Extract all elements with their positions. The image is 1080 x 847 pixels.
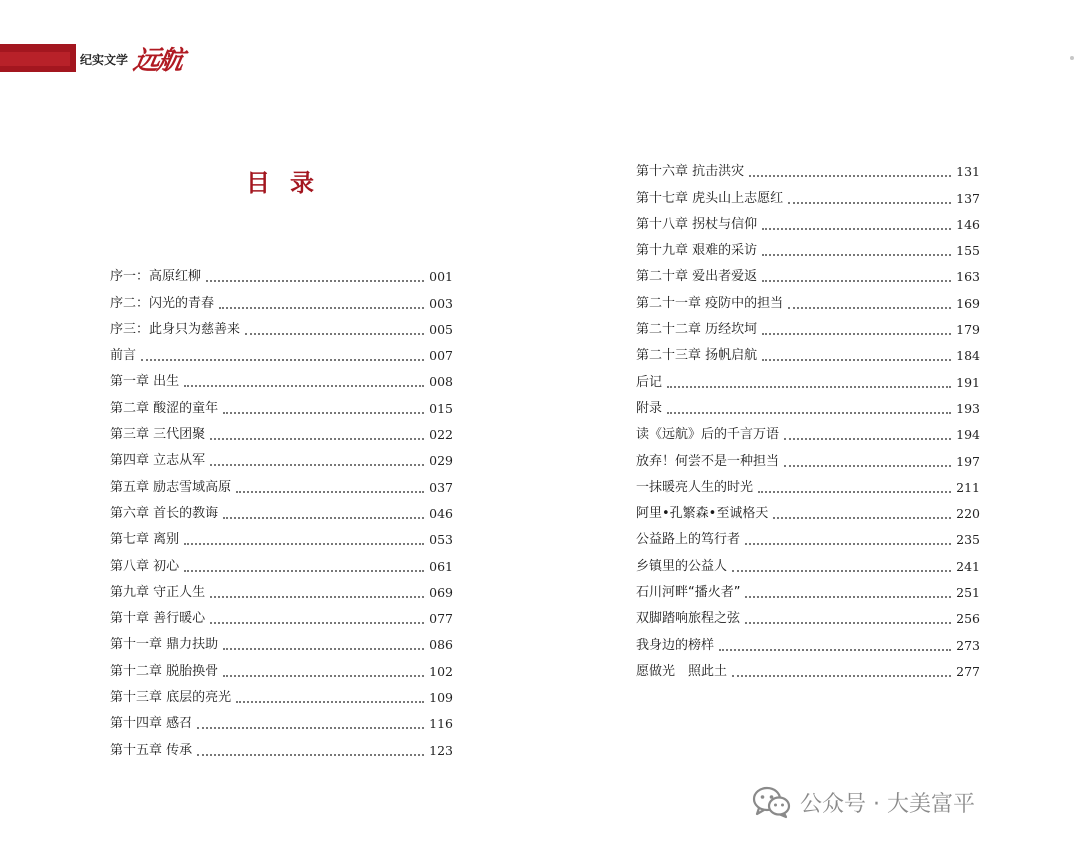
toc-entry-title: 第一章 出生 xyxy=(110,374,180,390)
toc-entry xyxy=(636,475,980,501)
toc-entry-page: 137 xyxy=(956,190,980,206)
toc-leader-dots xyxy=(223,412,424,414)
toc-leader-dots xyxy=(236,701,424,703)
toc-leader-dots xyxy=(206,280,424,282)
toc-entry-title: 愿做光 照此土 xyxy=(636,663,728,679)
toc-entry-page: 193 xyxy=(956,400,980,416)
toc-entry-title: 序三：此身只为慈善来 xyxy=(110,321,241,337)
toc-entry-title: 序一：高原红柳 xyxy=(110,269,202,285)
watermark-text: 公众号 · 大美富平 xyxy=(800,791,975,817)
toc-leader-dots xyxy=(762,333,951,335)
toc-entry xyxy=(636,290,980,316)
toc-entry-title: 公益路上的笃行者 xyxy=(636,532,741,548)
toc-entry-title: 第六章 首长的教诲 xyxy=(110,505,219,521)
toc-entry-page: 155 xyxy=(956,243,980,259)
toc-entry xyxy=(636,212,980,238)
toc-entry-page: 022 xyxy=(429,427,453,443)
toc-entry-page: 277 xyxy=(956,663,980,679)
toc-entry-page: 086 xyxy=(429,637,453,653)
toc-entry-title: 第四章 立志从军 xyxy=(110,453,206,469)
toc-title: 目录 xyxy=(246,168,334,197)
watermark xyxy=(752,785,975,819)
toc-leader-dots xyxy=(762,228,951,230)
wechat-icon xyxy=(752,785,792,819)
toc-entry-page: 211 xyxy=(956,479,980,495)
toc-entry-title: 第十六章 抗击洪灾 xyxy=(636,164,745,180)
toc-entry xyxy=(636,501,980,527)
toc-entry xyxy=(110,501,453,527)
toc-leader-dots xyxy=(667,412,951,414)
toc-entry-title: 第二十章 爱出者爱返 xyxy=(636,269,758,285)
toc-entry-page: 273 xyxy=(956,637,980,653)
toc-entry-title: 第七章 离别 xyxy=(110,532,180,548)
toc-entry xyxy=(110,395,453,421)
toc-entry-title: 第十八章 拐杖与信仰 xyxy=(636,216,758,232)
toc-leader-dots xyxy=(210,438,424,440)
toc-entry-title: 第二十三章 扬帆启航 xyxy=(636,348,758,364)
toc-entry xyxy=(636,553,980,579)
toc-entry-page: 197 xyxy=(956,453,980,469)
series-label: 纪实文学 xyxy=(80,53,129,67)
toc-entry-page: 102 xyxy=(429,663,453,679)
toc-leader-dots xyxy=(667,386,951,388)
toc-leader-dots xyxy=(184,385,424,387)
toc-entry xyxy=(636,422,980,448)
toc-entry-page: 191 xyxy=(956,374,980,390)
toc-leader-dots xyxy=(788,307,951,309)
toc-entry-title: 序二：闪光的青春 xyxy=(110,295,215,311)
toc-entry-title: 第十九章 艰难的采访 xyxy=(636,243,758,259)
toc-leader-dots xyxy=(784,465,951,467)
toc-leader-dots xyxy=(223,675,424,677)
toc-leader-dots xyxy=(223,517,424,519)
toc-leader-dots xyxy=(219,307,424,309)
toc-leader-dots xyxy=(197,754,424,756)
toc-entry-page: 123 xyxy=(429,742,453,758)
toc-leader-dots xyxy=(762,359,951,361)
toc-leader-dots xyxy=(758,491,951,493)
toc-entry-page: 053 xyxy=(429,532,453,548)
toc-entry xyxy=(110,658,453,684)
toc-entry-title: 第九章 守正人生 xyxy=(110,584,206,600)
toc-entry-page: 005 xyxy=(429,321,453,337)
toc-entry-title: 附录 xyxy=(636,400,663,416)
toc-leader-dots xyxy=(245,333,424,335)
toc-entry-title: 乡镇里的公益人 xyxy=(636,558,728,574)
toc-entry-page: 007 xyxy=(429,348,453,364)
toc-entry-page: 069 xyxy=(429,584,453,600)
toc-entry xyxy=(636,527,980,553)
toc-entry-page: 116 xyxy=(429,716,453,732)
toc-entry xyxy=(110,737,453,763)
toc-entry xyxy=(110,290,453,316)
toc-entry-page: 061 xyxy=(429,558,453,574)
toc-entry-page: 001 xyxy=(429,269,453,285)
toc-leader-dots xyxy=(184,570,424,572)
toc-entry-title: 第二章 酸涩的童年 xyxy=(110,400,219,416)
toc-entry-page: 184 xyxy=(956,348,980,364)
toc-entry xyxy=(636,317,980,343)
toc-entry-title: 第十二章 脱胎换骨 xyxy=(110,663,219,679)
toc-entry-title: 前言 xyxy=(110,348,137,364)
toc-leader-dots xyxy=(762,254,951,256)
toc-leader-dots xyxy=(773,517,951,519)
toc-entry-page: 235 xyxy=(956,532,980,548)
toc-entry xyxy=(110,474,453,500)
toc-entry xyxy=(636,238,980,264)
toc-entry-title: 双脚踏响旅程之弦 xyxy=(636,611,741,627)
toc-entry-title: 一抹暖亮人生的时光 xyxy=(636,479,754,495)
toc-entry xyxy=(636,632,980,658)
toc-entry xyxy=(636,343,980,369)
toc-entry-page: 194 xyxy=(956,427,980,443)
toc-leader-dots xyxy=(236,491,424,493)
toc-entry-title: 第二十一章 疫防中的担当 xyxy=(636,295,784,311)
toc-left-column xyxy=(110,264,453,764)
toc-entry-page: 146 xyxy=(956,216,980,232)
toc-leader-dots xyxy=(210,622,424,624)
toc-entry xyxy=(110,632,453,658)
toc-entry-page: 251 xyxy=(956,585,980,601)
toc-entry xyxy=(636,659,980,685)
toc-leader-dots xyxy=(184,543,424,545)
toc-entry-title: 第五章 励志雪域高原 xyxy=(110,479,232,495)
toc-entry xyxy=(110,264,453,290)
toc-entry-page: 077 xyxy=(429,611,453,627)
toc-leader-dots xyxy=(745,543,951,545)
toc-entry-page: 179 xyxy=(956,322,980,338)
toc-entry xyxy=(110,317,453,343)
toc-entry xyxy=(110,448,453,474)
toc-leader-dots xyxy=(197,727,424,729)
toc-leader-dots xyxy=(745,622,951,624)
toc-leader-dots xyxy=(788,202,951,204)
toc-entry-title: 第十三章 底层的亮光 xyxy=(110,690,232,706)
toc-entry-page: 046 xyxy=(429,505,453,521)
toc-entry xyxy=(110,685,453,711)
toc-entry xyxy=(110,422,453,448)
toc-leader-dots xyxy=(732,570,951,572)
toc-leader-dots xyxy=(762,280,951,282)
toc-entry xyxy=(110,711,453,737)
toc-entry xyxy=(636,606,980,632)
toc-entry-title: 第十章 善行暖心 xyxy=(110,611,206,627)
toc-entry-page: 241 xyxy=(956,558,980,574)
toc-entry xyxy=(636,580,980,606)
toc-entry-title: 第十七章 虎头山上志愿红 xyxy=(636,190,784,206)
toc-entry-title: 阿里•孔繁森•至诚格天 xyxy=(636,506,769,522)
toc-entry-page: 008 xyxy=(429,374,453,390)
toc-entry xyxy=(110,553,453,579)
brand-logo: 远航 xyxy=(130,46,185,76)
toc-entry-title: 第十五章 传承 xyxy=(110,742,193,758)
toc-entry-title: 石川河畔“播火者” xyxy=(636,585,741,601)
toc-entry xyxy=(636,448,980,474)
toc-entry-page: 169 xyxy=(956,295,980,311)
toc-right-column xyxy=(636,159,980,685)
toc-entry xyxy=(636,396,980,422)
toc-entry xyxy=(110,606,453,632)
toc-entry xyxy=(110,580,453,606)
corner-mark xyxy=(1070,56,1074,60)
toc-entry-title: 第八章 初心 xyxy=(110,558,180,574)
toc-entry-page: 003 xyxy=(429,295,453,311)
toc-leader-dots xyxy=(749,175,951,177)
toc-entry xyxy=(110,369,453,395)
toc-leader-dots xyxy=(719,649,951,651)
toc-leader-dots xyxy=(732,675,951,677)
toc-entry xyxy=(636,369,980,395)
toc-entry-title: 第十四章 感召 xyxy=(110,716,193,732)
toc-leader-dots xyxy=(141,359,424,361)
toc-entry-page: 163 xyxy=(956,269,980,285)
toc-entry xyxy=(110,343,453,369)
toc-entry-page: 220 xyxy=(956,506,980,522)
toc-entry xyxy=(636,264,980,290)
toc-leader-dots xyxy=(745,596,951,598)
toc-entry-title: 放弃！何尝不是一种担当 xyxy=(636,453,780,469)
toc-entry xyxy=(110,527,453,553)
toc-entry-page: 029 xyxy=(429,453,453,469)
toc-entry-page: 015 xyxy=(429,400,453,416)
toc-entry-page: 037 xyxy=(429,479,453,495)
toc-entry-title: 第二十二章 历经坎坷 xyxy=(636,322,758,338)
toc-leader-dots xyxy=(210,464,424,466)
toc-entry-page: 109 xyxy=(429,690,453,706)
toc-leader-dots xyxy=(210,596,424,598)
toc-entry-title: 第三章 三代团聚 xyxy=(110,427,206,443)
toc-entry-title: 后记 xyxy=(636,374,663,390)
toc-entry xyxy=(636,185,980,211)
toc-leader-dots xyxy=(784,438,951,440)
toc-entry-title: 我身边的榜样 xyxy=(636,637,715,653)
toc-entry-title: 读《远航》后的千言万语 xyxy=(636,427,780,443)
header-red-bar xyxy=(0,44,76,72)
toc-leader-dots xyxy=(223,648,424,650)
toc-entry-page: 256 xyxy=(956,611,980,627)
toc-entry-page: 131 xyxy=(956,164,980,180)
toc-entry-title: 第十一章 鼎力扶助 xyxy=(110,637,219,653)
toc-entry xyxy=(636,159,980,185)
